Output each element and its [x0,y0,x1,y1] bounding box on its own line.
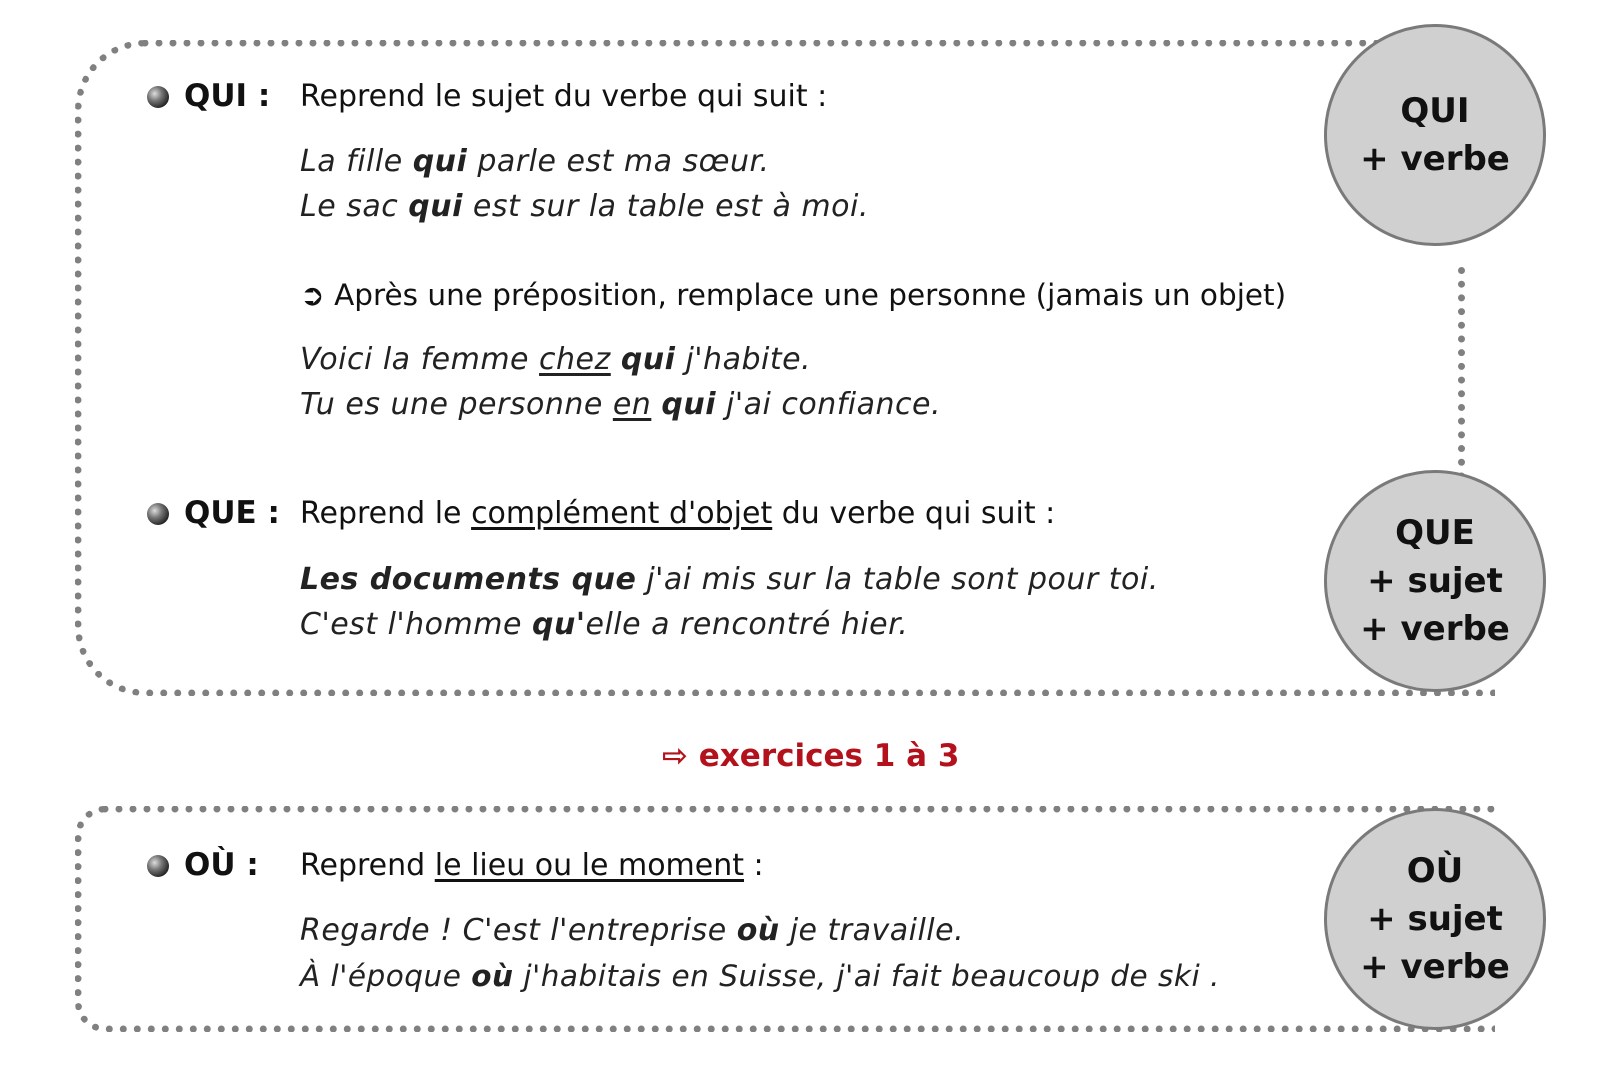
emphasis-text: qui [408,189,463,224]
text-segment: La fille [300,144,413,179]
text-segment: C'est l'homme [300,607,532,642]
circle-line: QUI [1400,91,1470,131]
emphasis-text: Les documents [300,562,572,597]
box-right-border [1458,267,1465,507]
ou-label: OÙ : [184,847,259,883]
text-segment: ➲ Après une préposition, remplace une personne (jamais un objet) [300,278,1287,312]
que-example-1 [300,562,1159,598]
qui-preposition-example-2 [300,387,941,423]
text-segment: j'ai confiance. [716,387,942,422]
exercises-link[interactable]: ⇨ exercices 1 à 3 [662,738,960,774]
qui-circle [1324,24,1546,246]
text-segment: Reprend le [300,496,472,531]
text-segment [651,387,661,422]
circle-line: QUE [1395,513,1475,553]
ou-example-1 [300,913,964,949]
circle-line: + sujet [1367,561,1503,601]
bullet-icon [147,855,169,877]
text-segment: Tu es une personne [300,387,613,422]
emphasis-text: qui [661,387,716,422]
qui-preposition-example-1 [300,342,811,378]
text-segment: Regarde ! C'est l'entreprise [300,913,737,948]
qui-label: QUI : [184,78,271,114]
ou-circle [1324,808,1546,1030]
qui-example-2 [300,189,869,225]
underlined-text: chez [539,342,611,377]
circle-line: + verbe [1360,139,1510,179]
text-segment: je travaille. [779,913,965,948]
text-segment [611,342,621,377]
emphasis-text: qui [412,144,468,179]
text-segment: j'habitais en Suisse, j'ai fait beaucoup de ski . [513,959,1220,993]
bullet-icon [147,503,169,525]
qui-definition [300,79,827,115]
circle-line: + verbe [1360,609,1510,649]
text-segment: j'habite. [675,342,812,377]
underlined-text: complément d'objet [471,496,773,531]
underlined-text: le lieu ou le moment [434,848,745,883]
text-segment: Le sac [300,189,409,224]
que-label: QUE : [184,495,280,531]
circle-line: OÙ [1406,851,1464,891]
que-example-2 [300,607,908,643]
text-segment: Reprend le sujet du verbe qui suit : [300,79,828,114]
text-segment: À l'époque [300,959,472,993]
text-segment: du verbe qui suit : [772,496,1056,531]
text-segment: : [744,848,764,883]
underlined-text: en [612,387,652,422]
text-segment: Voici la femme [300,342,540,377]
emphasis-text: qu' [531,607,586,642]
qui-example-1 [300,144,770,180]
circle-line: + verbe [1360,947,1510,987]
text-segment: j'ai mis sur la table sont pour toi. [636,562,1159,597]
text-segment: Reprend [300,848,435,883]
emphasis-text: que [571,562,637,597]
circle-line: + sujet [1367,899,1503,939]
bullet-icon [147,86,169,108]
emphasis-text: où [736,913,780,948]
ou-definition [300,848,764,884]
text-segment: est sur la table est à moi. [462,189,869,224]
text-segment: elle a rencontré hier. [585,607,909,642]
emphasis-text: où [471,959,514,993]
que-definition [300,496,1055,532]
text-segment: parle est ma sœur. [467,144,770,179]
emphasis-text: qui [620,342,676,377]
que-circle [1324,470,1546,692]
ou-example-2 [300,958,1220,994]
qui-preposition-note [300,277,1286,313]
